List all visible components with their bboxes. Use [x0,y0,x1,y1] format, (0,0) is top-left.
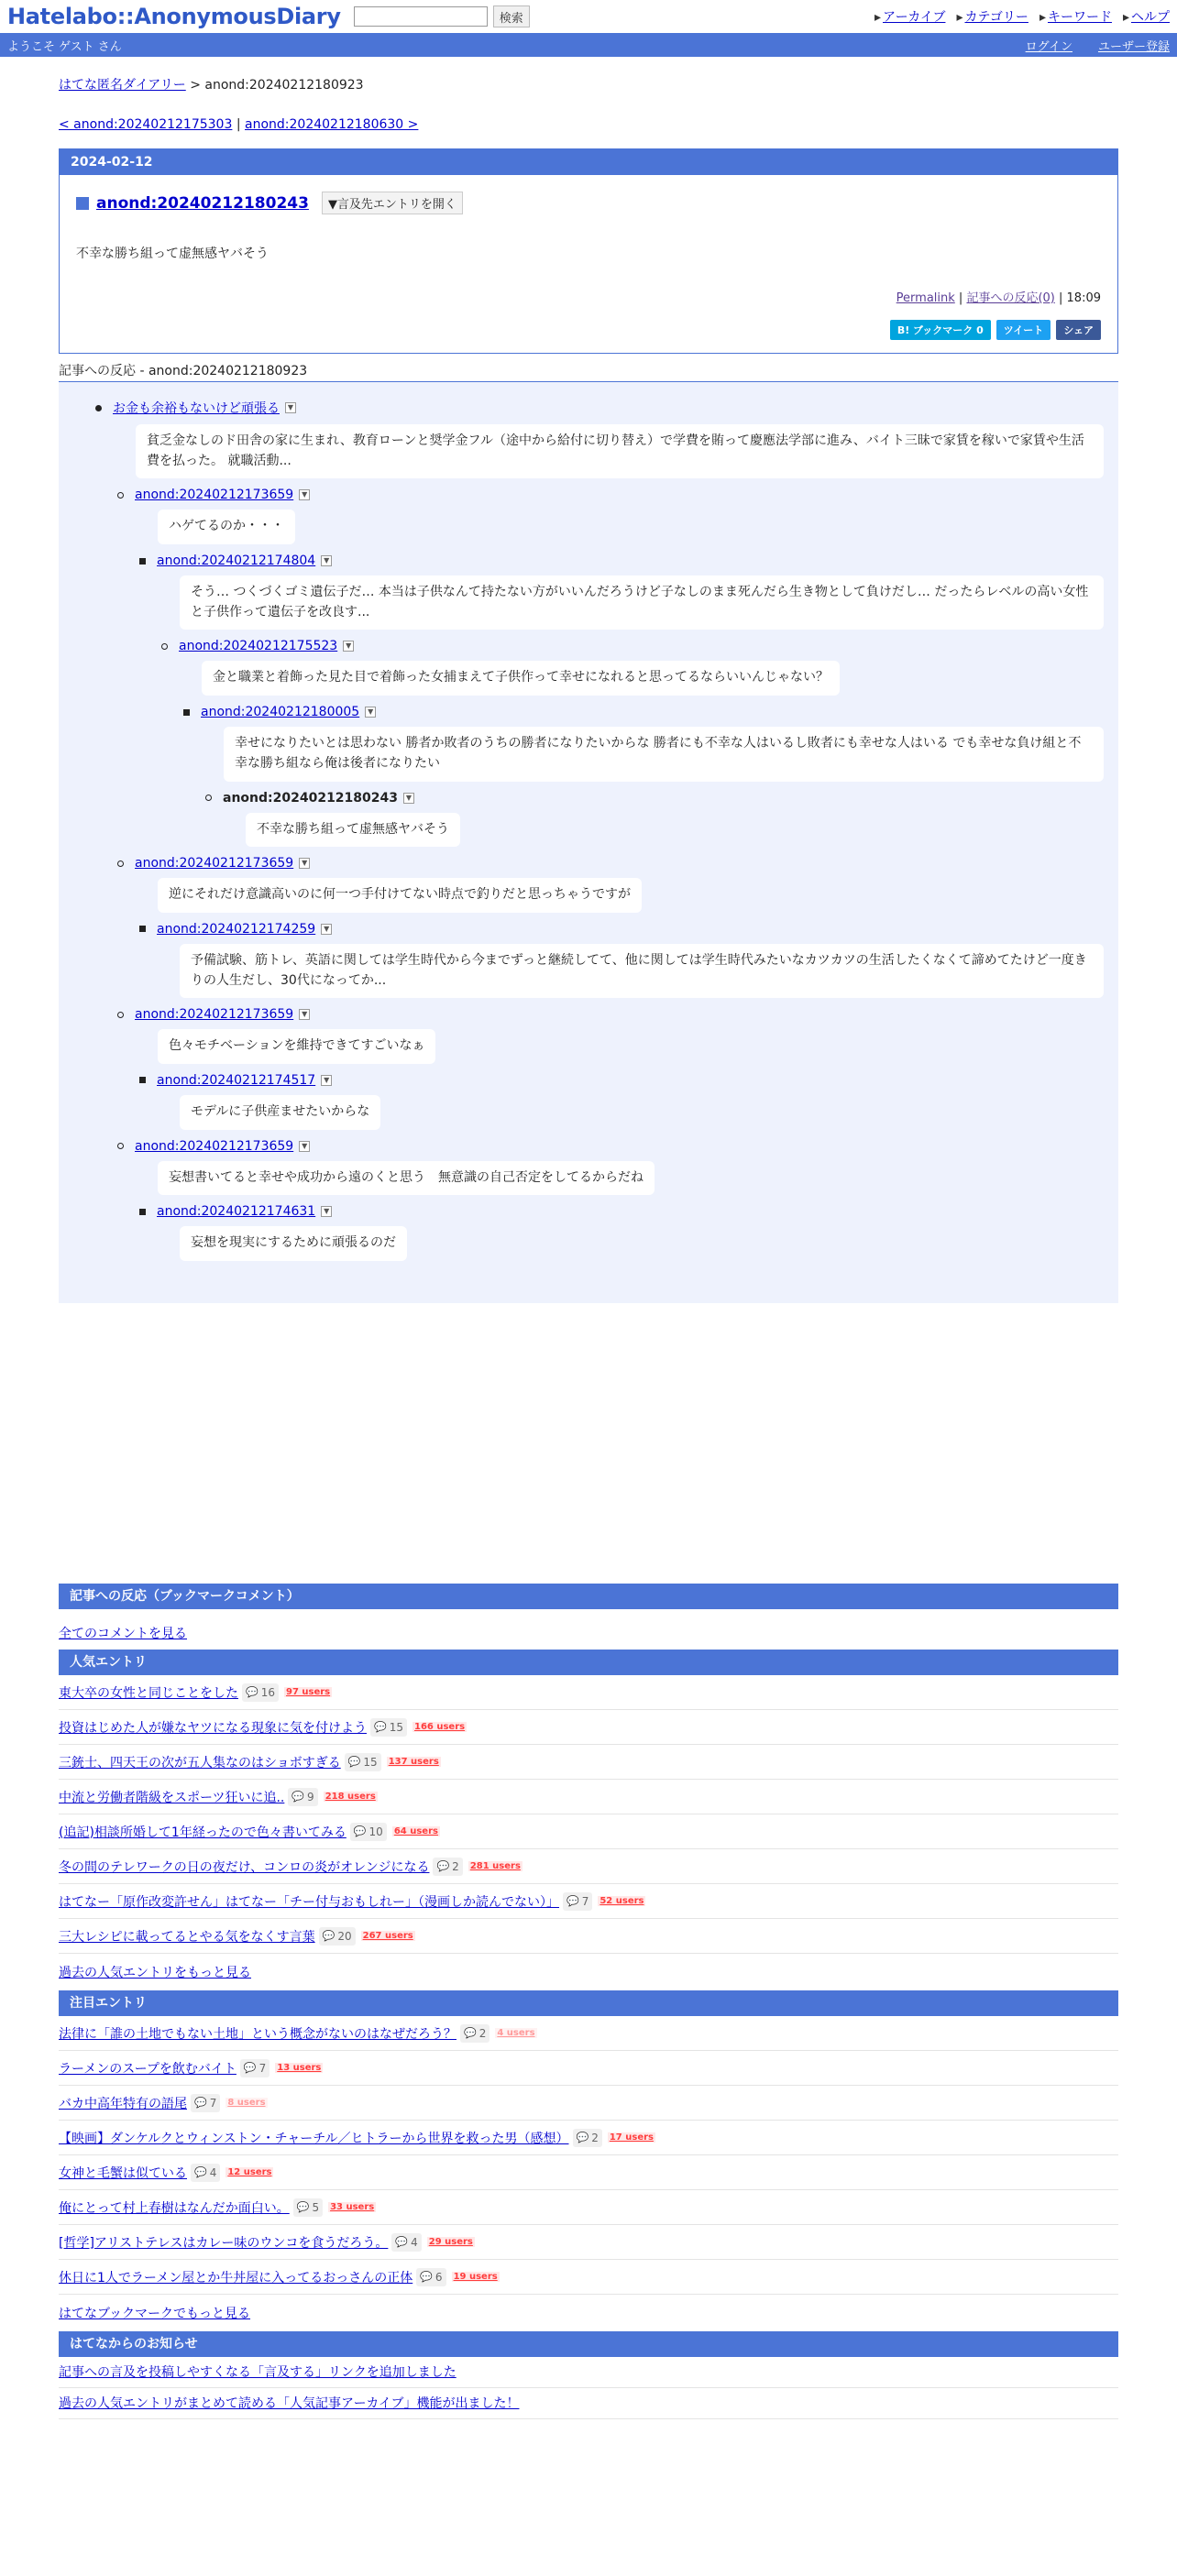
user-bar [0,33,1177,57]
node-body: 逆にそれだけ意識高いのに何一つ手付けてない時点で釣りだと思っちゃうですが [158,878,642,913]
list-item [59,2388,1118,2419]
entry-link[interactable]: 冬の間のテレワークの日の夜だけ、コンロの炎がオレンジになる [59,1859,430,1875]
comment-count[interactable]: 💬 2 [573,2129,602,2147]
bullet-icon [139,1209,146,1215]
featured-entries-header: 注目エントリ [59,1990,1118,2016]
comment-icon: 💬 [353,1825,367,1837]
entry-link[interactable]: 三大レシピに載ってるとやる気をなくす言葉 [59,1929,315,1945]
comment-icon: 💬 [420,2271,433,2283]
node-title-link[interactable]: anond:20240212173659 [135,1138,294,1154]
dropdown-icon[interactable]: ▼ [343,641,354,652]
list-item [59,1884,1118,1919]
node-title-link[interactable]: anond:20240212173659 [135,488,294,503]
node-title-link[interactable]: anond:20240212174517 [157,1072,316,1088]
news-link[interactable]: 過去の人気エントリがまとめて読める「人気記事アーカイブ」機能が出ました！ [59,2396,520,2411]
tree-node [205,787,1104,853]
entry-link[interactable]: 中流と労働者階級をスポーツ狂いに追.. [59,1790,285,1805]
bullet-icon [139,926,146,932]
hatena-bookmark-button[interactable]: B! ブックマーク 0 [890,320,991,340]
comment-count[interactable]: 💬 20 [319,1927,356,1946]
comment-icon: 💬 [296,2201,310,2213]
facebook-share-button[interactable]: シェア [1056,320,1101,340]
dropdown-icon[interactable]: ▼ [321,555,332,566]
reaction-tree [59,382,1118,1303]
more-featured-link[interactable]: はてなブックマークでもっと見る [59,2307,251,2321]
users-badge[interactable]: 281 users [469,1861,521,1871]
entry-footer: Permalink | 記事への反応(0) | 18:09 [896,291,1101,305]
reactions-link[interactable]: 記事への反応(0) [966,291,1055,305]
node-body: 不幸な勝ち組って虚無感ヤバそう [246,813,460,848]
node-title-link[interactable]: anond:20240212175523 [179,639,338,654]
nav-category[interactable]: ▸ カテゴリー [956,7,1028,26]
node-title-link[interactable]: anond:20240212180005 [201,705,360,720]
dropdown-icon[interactable]: ▼ [321,924,332,935]
comment-count[interactable]: 💬 6 [416,2268,446,2286]
entry-time: 18:09 [1066,291,1101,305]
tree-node [117,1135,1104,1266]
entry-link[interactable]: バカ中高年特有の語尾 [59,2096,187,2111]
current-node-title: anond:20240212180243 [223,790,398,806]
comment-icon: 💬 [292,1791,305,1803]
tree-node [139,550,1104,852]
bullet-icon [139,1077,146,1083]
bullet-icon [117,860,124,867]
day-date: 2024-02-12 [60,149,1117,175]
node-body: 色々モチベーションを維持できてすごいなぁ [158,1029,435,1064]
dropdown-icon[interactable]: ▼ [299,1141,310,1152]
node-title-link[interactable]: anond:20240212174804 [157,554,316,569]
entry-link[interactable]: 東大卒の女性と同じことをした [59,1685,238,1701]
dropdown-icon[interactable]: ▼ [299,489,310,500]
users-badge[interactable]: 97 users [285,1687,331,1697]
list-item [59,1780,1118,1814]
node-body: 貧乏金なしのド田舎の家に生まれ、教育ローンと奨学金フル（途中から給付に切り替え）で学費を賄って慶應法学部に進み、バイト三昧で家賃を稼いで家賃や生活費を払った。 就職活動... [136,424,1104,478]
welcome-text: ようこそ ゲスト さん [7,39,122,54]
dropdown-icon[interactable]: ▼ [403,793,414,804]
top-bar [0,0,1177,33]
tree-node [95,395,1104,1266]
list-item [59,2155,1118,2190]
node-body: そう… つくづくゴミ遺伝子だ… 本当は子供なんて持たない方がいいんだろうけど子なしのまま死んだら生き物として負けだし… だったらレベルの高い女性と子供作って遺伝子を改良す... [180,575,1104,630]
breadcrumb-home[interactable]: はてな匿名ダイアリー [59,78,186,93]
entry-link[interactable]: 女神と毛蟹は似ている [59,2165,187,2181]
dropdown-icon[interactable]: ▼ [299,1009,310,1020]
search-button[interactable]: 検索 [493,5,530,27]
nav-help[interactable]: ▸ ヘルプ [1123,7,1170,26]
list-item [59,1675,1118,1710]
permalink-link[interactable]: Permalink [896,291,955,305]
news-header: はてなからのお知らせ [59,2331,1118,2357]
comment-icon: 💬 [194,2166,207,2178]
news-list [59,2357,1118,2419]
list-item [59,2225,1118,2260]
users-badge[interactable]: 52 users [600,1896,644,1906]
prev-entry-link[interactable]: < anond:20240212175303 [59,117,233,132]
top-nav [874,7,1170,26]
list-item [59,1919,1118,1954]
comment-count[interactable]: 💬 16 [242,1683,279,1702]
site-logo[interactable]: Hatelabo::AnonymousDiary [7,4,341,29]
popular-entries-header: 人気エントリ [59,1650,1118,1675]
bullet-icon [117,1012,124,1018]
entry-link[interactable]: 投資はじめた人が嫌なヤツになる現象に気を付けよう [59,1720,367,1736]
users-badge[interactable]: 12 users [227,2167,272,2177]
entry-link[interactable]: 三銃士、四天王の次が五人集なのはショボすぎる [59,1755,341,1770]
popular-entries-list [59,1675,1118,1954]
references-title: 記事への反応 - anond:20240212180923 [59,361,1118,382]
node-title-link[interactable]: お金も余裕もないけど頑張る [113,401,280,416]
featured-entries-list [59,2016,1118,2295]
users-badge[interactable]: 13 users [277,2063,322,2073]
comment-count[interactable]: 💬 9 [288,1788,317,1806]
comment-count[interactable]: 💬 2 [460,2024,490,2043]
comment-count[interactable]: 💬 15 [345,1753,381,1771]
entry-title[interactable]: anond:20240212180243 [96,193,309,213]
users-badge[interactable]: 218 users [324,1792,376,1802]
list-item [59,2357,1118,2388]
dropdown-icon[interactable]: ▼ [321,1206,332,1217]
users-badge[interactable]: 19 users [453,2272,498,2282]
node-title-link[interactable]: anond:20240212174259 [157,921,316,937]
node-title-link[interactable]: anond:20240212173659 [135,1007,294,1023]
comment-count[interactable]: 💬 5 [293,2198,323,2217]
comment-count[interactable]: 💬 7 [191,2094,220,2112]
users-badge[interactable]: 8 users [227,2098,266,2108]
entry-link[interactable]: はてなー「原作改変許せん」はてなー「チー付与おもしれー」（漫画しか読んでない）」 [59,1894,559,1910]
node-title-link[interactable]: anond:20240212173659 [135,856,294,871]
node-body: 金と職業と着飾った見た目で着飾った女捕まえて子供作って幸せになれると思ってるならいいんじゃない？ [202,661,840,696]
node-body: 妄想を現実にするために頑張るのだ [180,1226,407,1261]
tree-node [183,701,1104,852]
bookmark-comments-header: 記事への反応（ブックマークコメント） [59,1584,1118,1609]
list-item [59,1710,1118,1745]
list-item [59,2260,1118,2295]
list-item [59,1814,1118,1849]
pager-separator: | [236,117,241,132]
comment-icon: 💬 [566,1895,579,1907]
bullet-icon [183,709,190,716]
dropdown-icon[interactable]: ▼ [365,707,376,718]
node-body: モデルに子供産ませたいからな [180,1095,380,1130]
bullet-icon [161,643,168,650]
comment-count[interactable]: 💬 7 [240,2059,270,2077]
entry-link[interactable]: (追記)相談所婚して1年経ったので色々書いてみる [59,1825,346,1840]
users-badge[interactable]: 33 users [330,2202,375,2212]
ad-space [59,1303,1118,1584]
bullet-icon [205,795,212,801]
next-entry-link[interactable]: anond:20240212180630 > [245,117,419,132]
tree-node [139,918,1104,998]
breadcrumb-separator: > [190,78,201,93]
tree-node [117,484,1104,852]
comment-icon: 💬 [576,2132,589,2143]
comment-icon: 💬 [436,1860,450,1872]
open-reference-button[interactable]: ▼言及先エントリを開く [322,192,463,214]
comment-count[interactable]: 💬 10 [350,1823,387,1841]
comment-count[interactable]: 💬 2 [433,1858,462,1876]
list-item [59,2016,1118,2051]
main-container [59,75,1118,2419]
users-badge[interactable]: 267 users [362,1931,413,1941]
node-body: ハゲてるのか・・・ [158,510,295,544]
nav-archive[interactable]: ▸ アーカイブ [874,7,946,26]
list-item [59,2051,1118,2086]
tree-node [117,852,1104,998]
comment-icon: 💬 [194,2097,207,2109]
comment-count[interactable]: 💬 7 [563,1892,592,1911]
register-link[interactable]: ユーザー登録 [1097,39,1170,54]
more-popular-link[interactable]: 過去の人気エントリをもっと見る [59,1966,251,1980]
entry-link[interactable]: 【映画】ダンケルクとウィンストン・チャーチル／ヒトラーから世界を救った男（感想） [59,2131,569,2146]
list-item [59,2121,1118,2155]
tree-node [117,1003,1104,1135]
dropdown-icon[interactable]: ▼ [321,1075,332,1086]
comment-count[interactable]: 💬 15 [370,1718,407,1737]
nav-keyword[interactable]: ▸ キーワード [1040,7,1112,26]
list-item [59,1745,1118,1780]
comment-icon: 💬 [395,2236,409,2248]
tree-node [139,1069,1104,1135]
entry-link[interactable]: 法律に「誰の土地でもない土地」という概念がないのはなぜだろう？ [59,2026,456,2042]
entry-link[interactable]: ラーメンのスープを飲むバイト [59,2061,236,2077]
news-link[interactable]: 記事への言及を投稿しやすくなる「言及する」リンクを追加しました [59,2365,456,2380]
day-section [59,148,1118,354]
list-item [59,2086,1118,2121]
comment-icon: 💬 [322,1930,336,1942]
comment-icon: 💬 [374,1721,387,1733]
bullet-icon [117,1143,124,1149]
bullet-icon [95,405,102,411]
comment-count[interactable]: 💬 4 [391,2233,421,2252]
login-link[interactable]: ログイン [1025,39,1072,54]
comment-icon: 💬 [347,1756,361,1768]
comment-icon: 💬 [243,2062,257,2074]
pager [59,117,1118,132]
search-input[interactable] [354,6,488,27]
entry-link[interactable]: 休日に1人でラーメン屋とか牛丼屋に入ってるおっさんの正体 [59,2270,413,2286]
entry-square-icon [76,197,89,210]
comment-icon: 💬 [246,1686,258,1698]
users-badge[interactable]: 29 users [428,2237,473,2247]
tree-node [139,1200,1104,1266]
tweet-button[interactable]: ツイート [996,320,1050,340]
entry-body: 不幸な勝ち組って虚無感ヤバそう [76,247,269,261]
entry-link[interactable]: 俺にとって村上春樹はなんだか面白い。 [59,2200,290,2216]
bullet-icon [139,558,146,565]
users-badge[interactable]: 17 users [609,2132,654,2143]
dropdown-icon[interactable]: ▼ [285,402,296,413]
tree-node [161,635,1104,852]
all-comments-link[interactable]: 全てのコメントを見る [59,1627,187,1641]
breadcrumb [59,75,1118,93]
list-item [59,2190,1118,2225]
breadcrumb-current: anond:20240212180923 [204,78,364,93]
share-buttons [76,320,1101,340]
dropdown-icon[interactable]: ▼ [299,858,310,869]
node-body: 幸せになりたいとは思わない 勝者か敗者のうちの勝者になりたいからな 勝者にも不幸な人はいるし敗者にも幸せな人はいる でも幸せな負け組と不幸な勝ち組なら俺は後者になりたい [224,727,1104,781]
node-title-link[interactable]: anond:20240212174631 [157,1204,316,1220]
comment-icon: 💬 [464,2027,477,2039]
bullet-icon [117,492,124,499]
users-badge[interactable]: 64 users [393,1826,438,1836]
list-item [59,1849,1118,1884]
node-body: 妄想書いてると幸せや成功から遠のくと思う 無意識の自己否定をしてるからだね [158,1161,654,1196]
node-body: 予備試験、筋トレ、英語に関しては学生時代から今までずっと継続してて、他に関しては学生時代みたいなカツカツの生活したくなくて諦めてたけど一度きりの人生だし、30代になってか... [180,944,1104,998]
users-badge[interactable]: 4 users [497,2028,535,2038]
users-badge[interactable]: 166 users [413,1722,466,1732]
entry-link[interactable]: [哲学]アリストテレスはカレー味のウンコを食うだろう。 [59,2235,389,2251]
comment-count[interactable]: 💬 4 [191,2164,220,2182]
users-badge[interactable]: 137 users [388,1757,439,1767]
